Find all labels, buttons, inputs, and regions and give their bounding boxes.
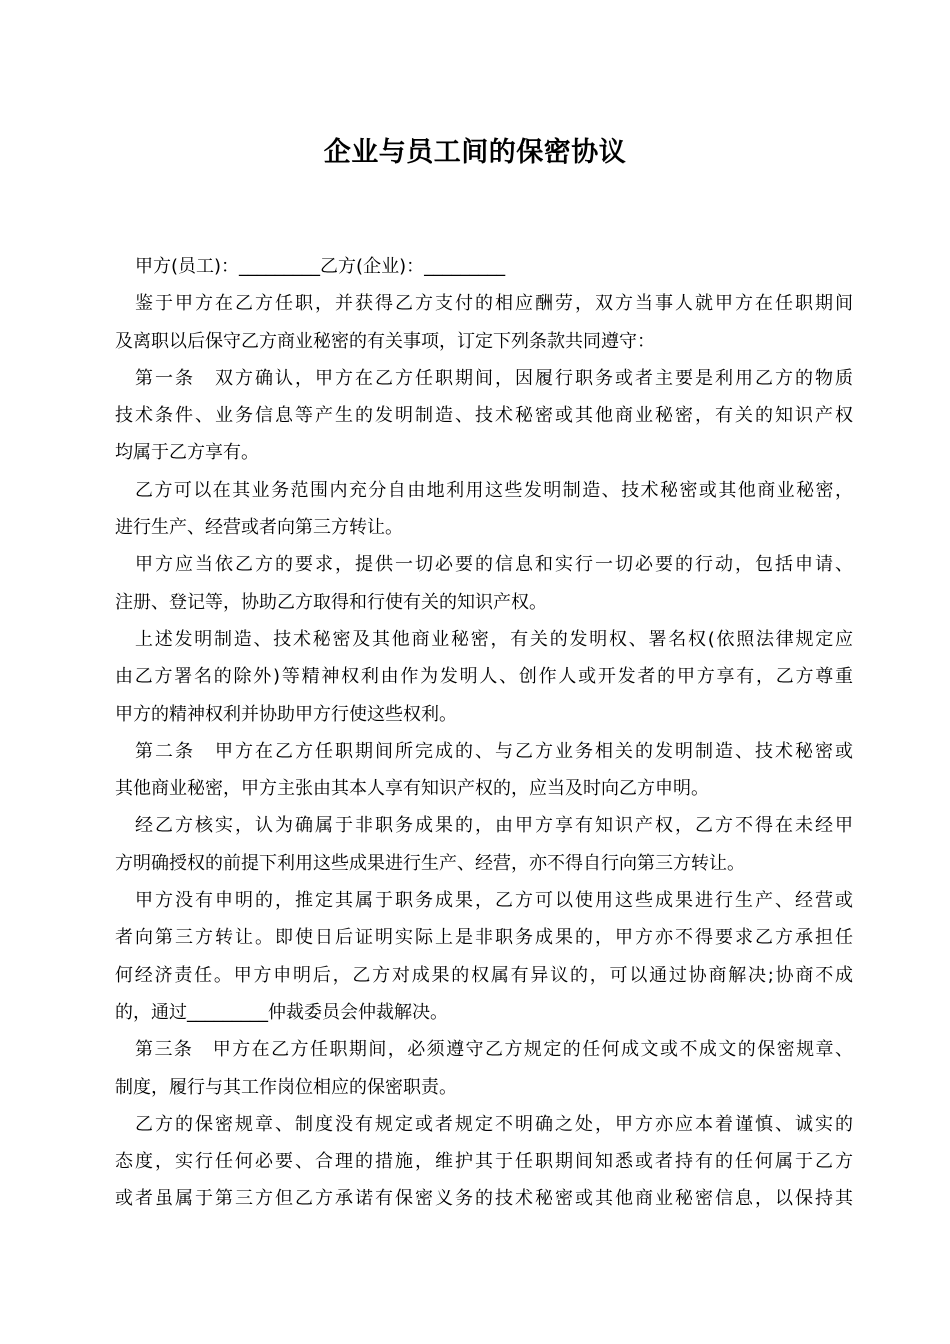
text-line: 的，通过_________仲裁委员会仲裁解决。: [115, 1001, 448, 1023]
text-line: 者向第三方转让。即使日后证明实际上是非职务成果的，甲方亦不得要求乙方承担任: [115, 927, 853, 949]
text-line: 甲方的精神权利并协助甲方行使这些权利。: [115, 703, 457, 725]
text-line: 经乙方核实，认为确属于非职务成果的，由甲方享有知识产权，乙方不得在未经甲: [135, 815, 853, 837]
text-line: 态度，实行任何必要、合理的措施，维护其于任职期间知悉或者持有的任何属于乙方: [115, 1151, 853, 1173]
text-line: 方明确授权的前提下利用这些成果进行生产、经营，亦不得自行向第三方转让。: [115, 852, 745, 874]
text-line: 及离职以后保守乙方商业秘密的有关事项，订定下列条款共同遵守：: [115, 330, 655, 352]
document-title: 企业与员工间的保密协议: [323, 137, 627, 168]
text-line: 进行生产、经营或者向第三方转让。: [115, 517, 403, 539]
text-line: 均属于乙方享有。: [115, 442, 259, 464]
text-line: 何经济责任。甲方申明后，乙方对成果的权属有异议的，可以通过协商解决;协商不成: [115, 964, 853, 986]
text-line: 技术条件、业务信息等产生的发明制造、技术秘密或其他商业秘密，有关的知识产权: [115, 405, 853, 427]
text-line: 第三条 甲方在乙方任职期间，必须遵守乙方规定的任何成文或不成文的保密规章、: [135, 1039, 853, 1061]
document-body: [115, 248, 853, 1218]
text-line: 第一条 双方确认，甲方在乙方任职期间，因履行职务或者主要是利用乙方的物质: [135, 367, 853, 389]
text-line: 注册、登记等，协助乙方取得和行使有关的知识产权。: [115, 591, 547, 613]
text-line: 甲方(员工)：_________乙方(企业)：_________: [135, 256, 506, 277]
text-line: 第二条 甲方在乙方任职期间所完成的、与乙方业务相关的发明制造、技术秘密或: [135, 740, 853, 762]
text-line: 甲方应当依乙方的要求，提供一切必要的信息和实行一切必要的行动，包括申请、: [135, 554, 853, 576]
text-line: 乙方可以在其业务范围内充分自由地利用这些发明制造、技术秘密或其他商业秘密，: [135, 479, 853, 501]
text-line: 其他商业秘密，甲方主张由其本人享有知识产权的，应当及时向乙方申明。: [115, 778, 709, 800]
text-line: 乙方的保密规章、制度没有规定或者规定不明确之处，甲方亦应本着谨慎、诚实的: [135, 1113, 853, 1135]
text-line: 上述发明制造、技术秘密及其他商业秘密，有关的发明权、署名权(依照法律规定应: [135, 628, 853, 650]
text-line: 制度，履行与其工作岗位相应的保密职责。: [115, 1076, 457, 1098]
text-line: 鉴于甲方在乙方任职，并获得乙方支付的相应酬劳，双方当事人就甲方在任职期间: [135, 293, 853, 315]
text-line: 甲方没有申明的，推定其属于职务成果，乙方可以使用这些成果进行生产、经营或: [135, 890, 853, 912]
text-line: 由乙方署名的除外)等精神权利由作为发明人、创作人或开发者的甲方享有，乙方尊重: [115, 666, 853, 688]
text-line: 或者虽属于第三方但乙方承诺有保密义务的技术秘密或其他商业秘密信息，以保持其: [115, 1188, 853, 1210]
